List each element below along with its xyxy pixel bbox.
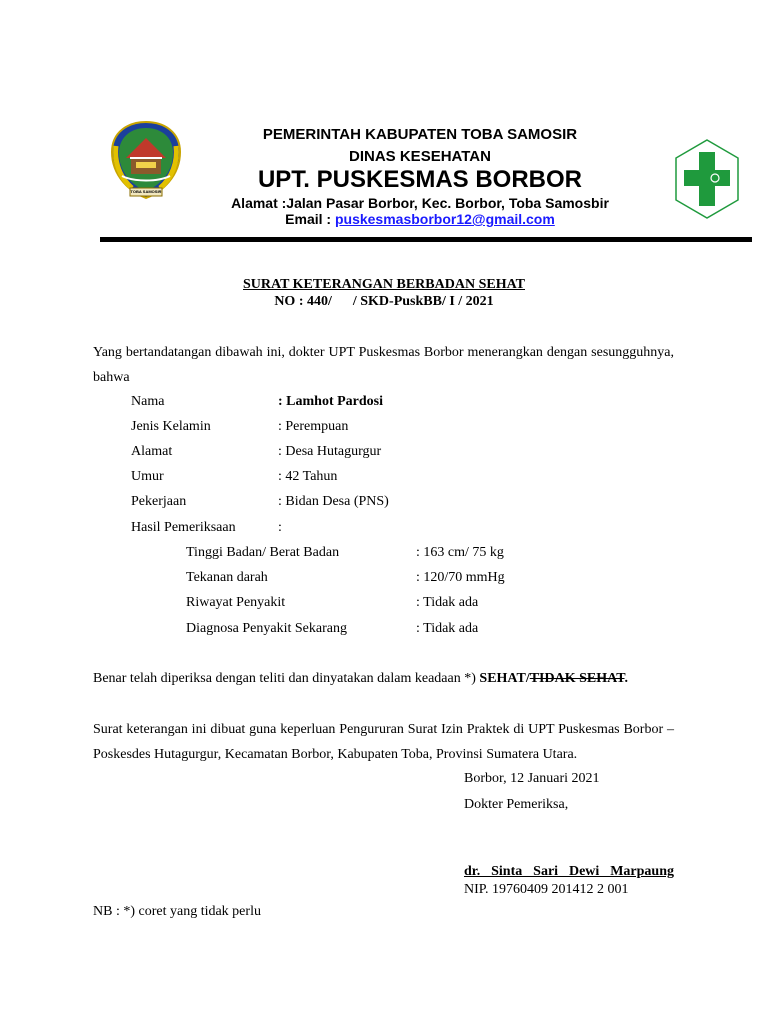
exam-value: : Tidak ada (416, 595, 479, 610)
place-date: Borbor, 12 Januari 2021 (464, 771, 600, 786)
intro-paragraph: Yang bertandatangan dibawah ini, dokter UPT Puskesmas Borbor menerangkan dengan sesungguhnya, bahwa (93, 345, 674, 385)
signer-name: dr. Sinta Sari Dewi Marpaung (464, 864, 674, 879)
statement-period: . (624, 671, 628, 686)
letter-number: NO : 440/ / SKD-PuskBB/ I / 2021 (274, 294, 494, 309)
signer-title: Dokter Pemeriksa, (464, 797, 569, 812)
statement-healthy: SEHAT/ (479, 671, 530, 686)
letter-title: SURAT KETERANGAN BERBADAN SEHAT (243, 277, 525, 292)
field-value: : 42 Tahun (278, 469, 338, 484)
statement-text: Benar telah diperiksa dengan teliti dan dinyatakan dalam keadaan *) (93, 671, 480, 686)
field-value: : (278, 520, 282, 535)
field-label: Hasil Pemeriksaan (131, 520, 236, 535)
field-label: Jenis Kelamin (131, 419, 211, 434)
exam-value: : 163 cm/ 75 kg (416, 545, 504, 560)
health-statement (93, 666, 674, 691)
exam-label: Riwayat Penyakit (186, 595, 286, 610)
exam-label: Tinggi Badan/ Berat Badan (186, 545, 340, 560)
field-value: : Bidan Desa (PNS) (278, 494, 389, 509)
exam-label: Tekanan darah (186, 570, 268, 585)
field-label: Nama (131, 394, 165, 409)
exam-label: Diagnosa Penyakit Sekarang (186, 621, 347, 636)
field-label: Pekerjaan (131, 494, 187, 509)
email-label: Email : (285, 211, 335, 227)
header-department-line: DINAS KESEHATAN (349, 148, 491, 165)
header-address: Alamat :Jalan Pasar Borbor, Kec. Borbor, Toba Samosbir (231, 195, 609, 211)
header-government-line: PEMERINTAH KABUPATEN TOBA SAMOSIR (262, 126, 578, 143)
field-value: : Desa Hutagurgur (278, 444, 382, 459)
statement-not-healthy-struck: TIDAK SEHAT (529, 671, 625, 686)
logo-ribbon-text: TOBA SAMOSIR (130, 189, 162, 194)
letterhead-divider (100, 237, 752, 242)
email-link[interactable]: puskesmasborbor12@gmail.com (334, 211, 555, 227)
footnote: NB : *) coret yang tidak perlu (93, 904, 261, 919)
signer-nip: NIP. 19760409 201412 2 001 (464, 882, 629, 897)
exam-value: : 120/70 mmHg (416, 570, 505, 585)
field-label: Alamat (131, 444, 173, 459)
purpose-paragraph: Surat keterangan ini dibuat guna keperluan Pengururan Surat Izin Praktek di UPT Puskesmas Borbor – Poskesdes Hutagurgur, Kecamatan Borbor, Kabupaten Toba, Provinsi Sumatera Utara. (93, 722, 674, 762)
field-label: Umur (131, 469, 164, 484)
exam-value: : Tidak ada (416, 621, 479, 636)
field-value: : Lamhot Pardosi (278, 394, 383, 409)
field-value: : Perempuan (278, 419, 349, 434)
header-email-line (0, 211, 768, 227)
header-institution-name: UPT. PUSKESMAS BORBOR (257, 166, 583, 193)
